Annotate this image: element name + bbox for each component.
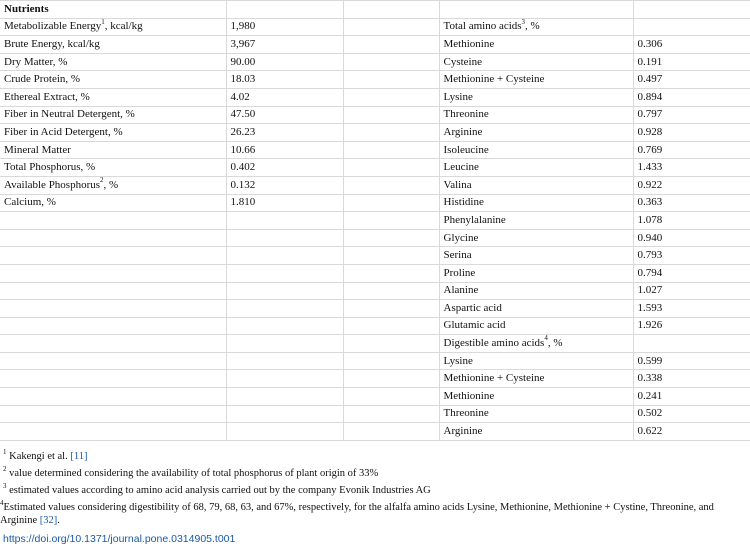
amino-acid-value: 0.241 <box>633 388 750 406</box>
section-unit: , % <box>547 337 563 350</box>
amino-acid-name: Glutamic acid <box>439 317 633 335</box>
amino-acid-name: Lysine <box>439 352 633 370</box>
table-row <box>0 317 750 335</box>
amino-acid-value: 0.306 <box>633 36 750 54</box>
nutrient-value: 1.810 <box>226 194 343 212</box>
table-row <box>0 71 750 89</box>
amino-acid-name: Histidine <box>439 194 633 212</box>
table-cell <box>226 264 343 282</box>
footnote-3-text: estimated values according to amino acid analysis carried out by the company Evonik Industries AG <box>6 485 431 496</box>
amino-acid-name: Cysteine <box>439 53 633 71</box>
amino-acid-name: Alanine <box>439 282 633 300</box>
table-cell <box>343 159 439 177</box>
nutrient-unit: , kcal/kg <box>104 20 143 33</box>
table-cell <box>0 405 226 423</box>
footnote-marker: 4 <box>544 334 548 343</box>
section-title: Total amino acids <box>443 20 522 33</box>
amino-acid-name: Threonine <box>439 106 633 124</box>
amino-acid-value: 1.078 <box>633 212 750 230</box>
table-row <box>0 264 750 282</box>
amino-acid-value: 0.622 <box>633 423 750 441</box>
nutrient-value: 4.02 <box>226 88 343 106</box>
table-cell <box>343 176 439 194</box>
table-cell <box>343 53 439 71</box>
amino-acid-name: Arginine <box>439 124 633 142</box>
amino-acid-value: 0.363 <box>633 194 750 212</box>
table-row <box>0 106 750 124</box>
footnote-marker: 3 <box>521 18 526 26</box>
amino-acid-value: 0.497 <box>633 71 750 89</box>
amino-acid-name: Phenylalanine <box>439 212 633 230</box>
amino-acid-section-header <box>439 335 633 353</box>
amino-acid-name: Leucine <box>439 159 633 177</box>
nutrient-name: Calcium, % <box>4 196 56 209</box>
table-cell <box>343 212 439 230</box>
nutrient-label <box>0 71 226 89</box>
footnote-marker: 1 <box>101 18 105 26</box>
table-row <box>0 247 750 265</box>
table-cell <box>343 423 439 441</box>
table-row <box>0 141 750 159</box>
table-cell <box>226 229 343 247</box>
nutrient-value: 3,967 <box>226 36 343 54</box>
table-cell <box>226 335 343 353</box>
footnote-4 <box>0 498 740 527</box>
footnote-3-marker: 3 <box>3 481 7 490</box>
table-cell <box>0 423 226 441</box>
nutrient-label <box>0 18 226 36</box>
table-row <box>0 1 750 19</box>
nutrient-label <box>0 106 226 124</box>
amino-acid-value: 0.794 <box>633 264 750 282</box>
amino-acid-name: Glycine <box>439 229 633 247</box>
citation-link-32[interactable]: [32] <box>39 515 58 526</box>
table-cell <box>343 106 439 124</box>
table-cell <box>343 282 439 300</box>
section-unit: , % <box>525 20 540 33</box>
table-row <box>0 370 750 388</box>
amino-acid-value: 0.502 <box>633 405 750 423</box>
table-cell <box>0 300 226 318</box>
table-cell <box>343 229 439 247</box>
amino-acid-value: 1.027 <box>633 282 750 300</box>
table-row <box>0 405 750 423</box>
section-title: Digestible amino acids <box>443 337 545 350</box>
nutrient-label <box>0 88 226 106</box>
amino-acid-value: 0.940 <box>633 229 750 247</box>
nutrient-value: 90.00 <box>226 53 343 71</box>
nutrient-name: Available Phosphorus <box>4 178 101 191</box>
table-row <box>0 194 750 212</box>
table-cell <box>0 229 226 247</box>
nutrient-value: 26.23 <box>226 124 343 142</box>
table-cell <box>0 282 226 300</box>
table-row <box>0 124 750 142</box>
amino-acid-value: 0.797 <box>633 106 750 124</box>
table-cell <box>343 388 439 406</box>
table-cell <box>0 352 226 370</box>
nutrient-name: Metabolizable Energy <box>4 20 102 33</box>
nutrient-value: 0.132 <box>226 176 343 194</box>
table-cell <box>343 1 439 19</box>
table-row <box>0 53 750 71</box>
amino-acid-name: Methionine <box>439 36 633 54</box>
table-row <box>0 300 750 318</box>
amino-acid-value: 0.599 <box>633 352 750 370</box>
amino-acid-value: 0.338 <box>633 370 750 388</box>
nutrient-value: 47.50 <box>226 106 343 124</box>
table-cell <box>0 247 226 265</box>
table-cell <box>343 194 439 212</box>
table-cell <box>633 18 750 36</box>
table-cell <box>343 141 439 159</box>
nutrient-name: Total Phosphorus, % <box>4 161 96 174</box>
table-cell <box>0 264 226 282</box>
amino-acid-name: Methionine <box>439 388 633 406</box>
amino-acid-value: 1.593 <box>633 300 750 318</box>
table-cell <box>0 370 226 388</box>
doi-link[interactable]: https://doi.org/10.1371/journal.pone.0314905.t001 <box>3 533 236 545</box>
nutrient-name: Crude Protein, % <box>4 73 81 86</box>
table-cell <box>343 317 439 335</box>
table-row <box>0 88 750 106</box>
table-row <box>0 176 750 194</box>
amino-acid-value: 0.894 <box>633 88 750 106</box>
table-row <box>0 229 750 247</box>
table-row <box>0 282 750 300</box>
amino-acid-name: Isoleucine <box>439 141 633 159</box>
table-cell <box>226 282 343 300</box>
nutrient-name: Fiber in Acid Detergent, % <box>4 125 123 138</box>
footnote-marker: 2 <box>100 176 104 185</box>
nutrient-value: 18.03 <box>226 71 343 89</box>
citation-link-11[interactable]: [11] <box>70 451 88 462</box>
amino-acid-name: Valina <box>439 176 633 194</box>
nutrient-name: Ethereal Extract, % <box>4 90 90 103</box>
amino-acid-value: 0.191 <box>633 53 750 71</box>
nutrient-value: 0.402 <box>226 159 343 177</box>
nutrient-label <box>0 36 226 54</box>
nutrient-unit: , % <box>103 178 119 191</box>
nutrient-label <box>0 176 226 194</box>
amino-acid-section-header <box>439 18 633 36</box>
table-cell <box>633 1 750 19</box>
amino-acid-name: Proline <box>439 264 633 282</box>
table-cell <box>226 352 343 370</box>
table-cell <box>226 1 343 19</box>
table-row <box>0 159 750 177</box>
nutrient-label <box>0 53 226 71</box>
table-cell <box>343 247 439 265</box>
footnote-2-text: value determined considering the availability of total phosphorus of plant origin of 33% <box>6 468 379 479</box>
table-cell <box>0 388 226 406</box>
table-cell <box>343 405 439 423</box>
nutrient-name: Brute Energy, kcal/kg <box>4 37 100 50</box>
amino-acid-value: 1.926 <box>633 317 750 335</box>
amino-acid-name: Methionine + Cysteine <box>439 71 633 89</box>
amino-acid-value: 0.769 <box>633 141 750 159</box>
table-cell <box>343 71 439 89</box>
table-cell <box>226 423 343 441</box>
nutrient-value: 1,980 <box>226 18 343 36</box>
footnote-4-end: . <box>57 515 60 526</box>
table-cell <box>226 405 343 423</box>
amino-acid-value: 0.793 <box>633 247 750 265</box>
footnote-3 <box>3 481 740 497</box>
nutrient-label <box>0 124 226 142</box>
table-cell <box>343 36 439 54</box>
table-cell <box>0 317 226 335</box>
table-cell <box>343 352 439 370</box>
footnotes <box>0 447 740 531</box>
table-cell <box>226 370 343 388</box>
nutrient-label <box>0 141 226 159</box>
footnote-4-text: Estimated values considering digestibility of 68, 79, 68, 63, and 67%, respectively, for the alfalfa amino acids Lysine, Methionine, Methionine + Cystine, Threonine, and Arginine <box>0 502 714 526</box>
table-cell <box>343 264 439 282</box>
table-row <box>0 335 750 353</box>
table-row <box>0 18 750 36</box>
nutrient-label <box>0 194 226 212</box>
table-cell <box>343 370 439 388</box>
amino-acid-value: 0.922 <box>633 176 750 194</box>
table-row <box>0 423 750 441</box>
table-cell <box>343 18 439 36</box>
table-cell <box>0 335 226 353</box>
table-row <box>0 212 750 230</box>
footnote-2-marker: 2 <box>3 464 7 473</box>
table-cell <box>343 335 439 353</box>
table-row <box>0 352 750 370</box>
footnote-1-text: Kakengi et al. <box>6 451 71 462</box>
footnote-2 <box>3 464 740 480</box>
footnote-4-marker: 4 <box>0 498 4 507</box>
amino-acid-name: Methionine + Cysteine <box>439 370 633 388</box>
table-cell <box>343 124 439 142</box>
table-row <box>0 388 750 406</box>
table-row <box>0 36 750 54</box>
amino-acid-name: Arginine <box>439 423 633 441</box>
table-cell <box>226 317 343 335</box>
table-cell <box>343 300 439 318</box>
table-cell <box>633 335 750 353</box>
footnote-1 <box>3 447 740 463</box>
table-cell <box>439 1 633 19</box>
table-cell <box>343 88 439 106</box>
table-cell <box>226 247 343 265</box>
nutrient-name: Dry Matter, % <box>4 55 68 68</box>
table-cell <box>226 212 343 230</box>
nutrient-value: 10.66 <box>226 141 343 159</box>
amino-acid-name: Serina <box>439 247 633 265</box>
nutrients-header: Nutrients <box>0 1 226 19</box>
table-cell <box>226 300 343 318</box>
amino-acid-value: 1.433 <box>633 159 750 177</box>
table-cell <box>0 212 226 230</box>
footnote-1-marker: 1 <box>3 447 7 456</box>
amino-acid-name: Threonine <box>439 405 633 423</box>
nutrient-name: Mineral Matter <box>4 143 71 156</box>
nutrient-name: Fiber in Neutral Detergent, % <box>4 108 135 121</box>
amino-acid-value: 0.928 <box>633 124 750 142</box>
table-cell <box>226 388 343 406</box>
amino-acid-name: Lysine <box>439 88 633 106</box>
nutrient-label <box>0 159 226 177</box>
amino-acid-name: Aspartic acid <box>439 300 633 318</box>
